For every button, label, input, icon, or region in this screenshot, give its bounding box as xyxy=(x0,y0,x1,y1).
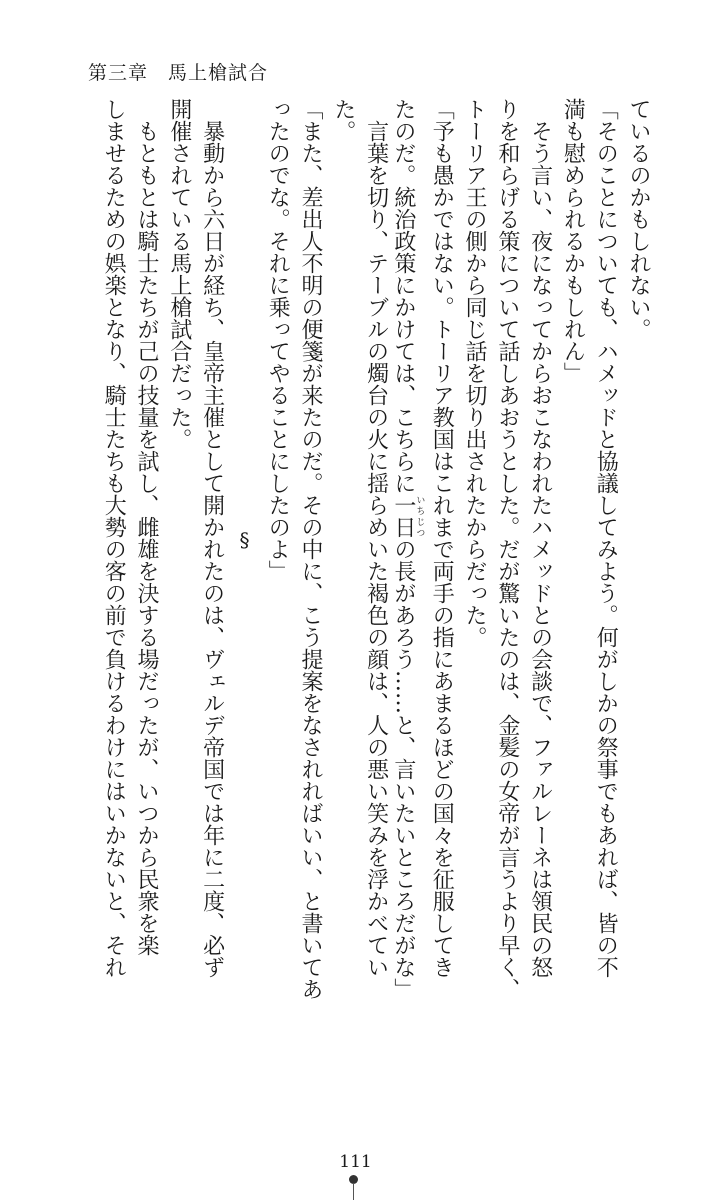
text-line: ったのでな。それに乗ってやることにしたのよ」 xyxy=(265,98,291,582)
text-line: トーリア王の側から同じ話を切り出されたからだった。 xyxy=(462,98,488,648)
text-line: 「そのことについても、ハメッドと協議してみよう。何がしかの祭事でもあれば、皆の不 xyxy=(593,98,619,978)
text-line: しませるための娯楽となり、騎士たちも大勢の客の前で負けるわけにはいかないと、それ xyxy=(101,98,127,978)
text-segment: の長があろう……と、言いたいところだがな」 xyxy=(390,538,416,1000)
chapter-header: 第三章 馬上槍試合 xyxy=(88,62,269,84)
text-line: た。 xyxy=(330,98,356,142)
text-line: そう言い、夜になってからおこなわれたハメッドとの会談で、ファルレーネは領民の怒 xyxy=(527,98,553,978)
ruby-annotation xyxy=(390,494,425,538)
page-number: 111 xyxy=(339,1152,372,1172)
text-line-with-ruby xyxy=(392,98,425,998)
pin-line-decoration xyxy=(353,1183,354,1200)
text-line: 言葉を切り、テーブルの燭台の火に揺らめいた褐色の顔は、人の悪い笑みを浮かべてい xyxy=(363,98,389,978)
text-line: 「予も愚かではない。トーリア教国はこれまで両手の指にあまるほどの国々を征服してき xyxy=(429,98,455,978)
text-line: ているのかもしれない。 xyxy=(626,98,651,340)
text-line: りを和らげる策について話しあおうとした。だが驚いたのは、金髪の女帝が言うより早く、 xyxy=(494,98,520,1000)
ruby-base: 一日 xyxy=(390,494,416,538)
text-segment: たのだ。統治政策にかけては、こちらに xyxy=(390,98,416,494)
text-line: もともとは騎士たちが己の技量を試し、雌雄を決する場だったが、いつから民衆を楽 xyxy=(134,98,160,956)
text-line: 開催されている馬上槍試合だった。 xyxy=(166,98,192,450)
text-line: 暴動から六日が経ち、皇帝主催として開かれたのは、ヴェルデ帝国では年に二度、必ず xyxy=(199,98,225,978)
text-line: 満も慰められるかもしれん」 xyxy=(560,98,586,384)
ruby-reading: いちじつ xyxy=(414,494,425,538)
section-break-mark: § xyxy=(232,528,257,552)
text-line: 「また、差出人不明の便箋が来たのだ。その中に、こう提案をなされればいい、と書いてあ xyxy=(298,98,324,1000)
vertical-text-body xyxy=(96,98,654,998)
